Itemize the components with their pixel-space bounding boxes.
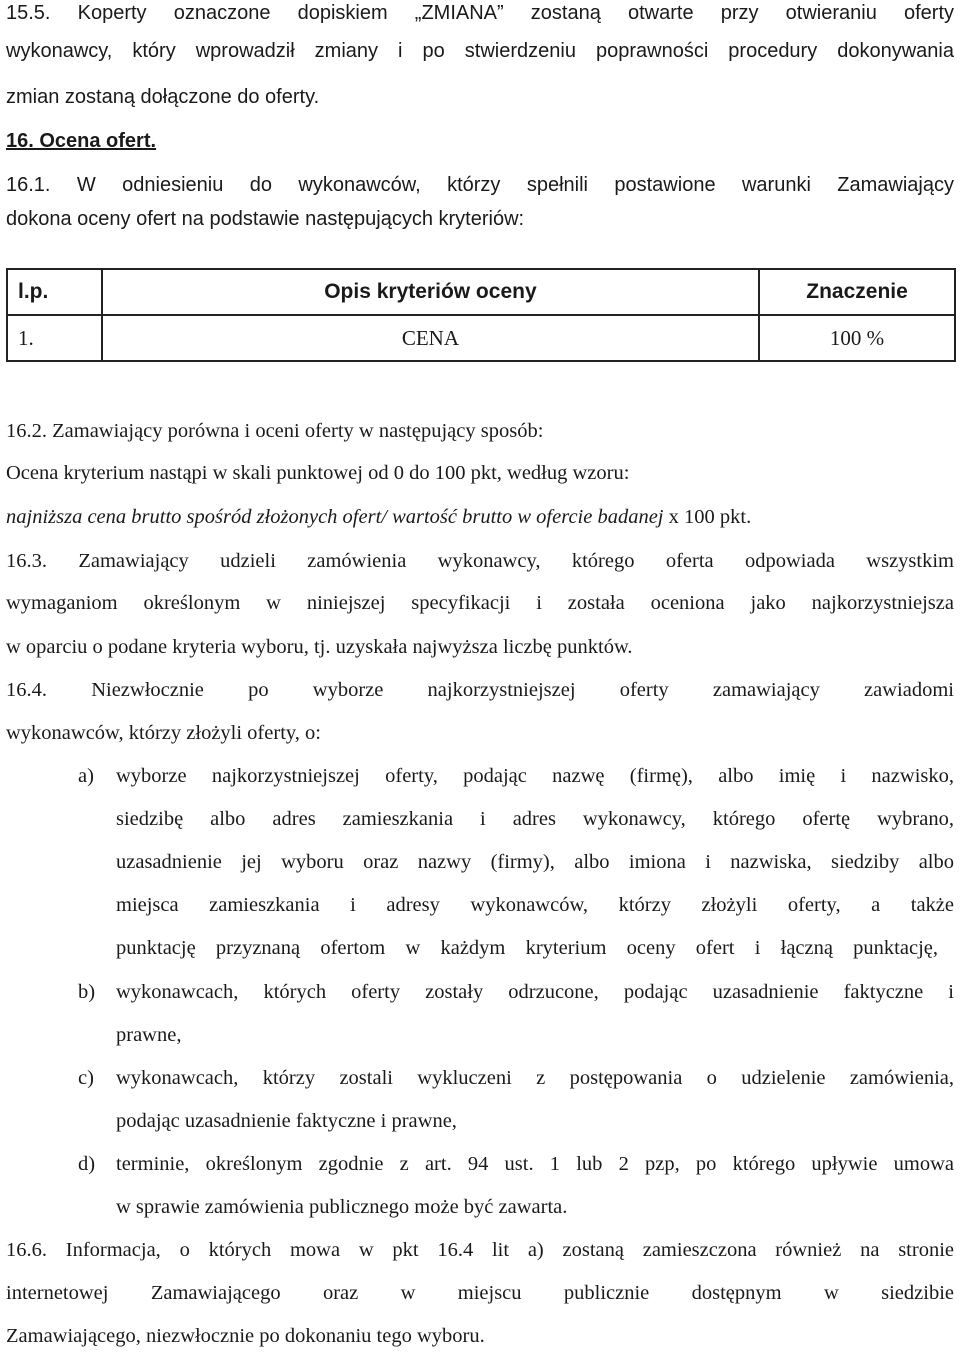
item-d-line-1: terminie, określonym zgodnie z art. 94 ust. 1 lub 2 pzp, po którego upływie umowa [116, 1153, 954, 1175]
item-a-line-1: wyborze najkorzystniejszej oferty, podając nazwę (firmę), albo imię i nazwisko, [116, 765, 954, 787]
item-d-label: d) [78, 1153, 96, 1175]
item-a-line-5: punktację przyznaną ofertom w każdym kryterium oceny ofert i łączną punktację, [116, 937, 938, 959]
item-b-line-1: wykonawcach, których oferty zostały odrzucone, podając uzasadnienie faktyczne i [116, 981, 954, 1003]
para-16-4-line-2: wykonawców, którzy złożyli oferty, o: [6, 722, 321, 744]
para-15-5-line-1: 15.5. Koperty oznaczone dopiskiem „ZMIANA” zostaną otwarte przy otwieraniu oferty [6, 2, 954, 24]
header-lp: l.p. [7, 269, 102, 315]
header-weight: Znaczenie [759, 269, 955, 315]
section-16-heading-text: 16. Ocena ofert. [6, 130, 157, 152]
formula-italic: najniższa cena brutto spośród złożonych ofert/ wartość brutto w ofercie badanej [6, 506, 664, 528]
item-b-label: b) [78, 981, 96, 1003]
para-16-3-line-3: w oparciu o podane kryteria wyboru, tj. uzyskała najwyższa liczbę punktów. [6, 636, 633, 658]
para-16-6-line-3: Zamawiającego, niezwłocznie po dokonaniu tego wyboru. [6, 1325, 485, 1347]
item-c-line-1: wykonawcach, którzy zostali wykluczeni z postępowania o udzielenie zamówienia, [116, 1067, 954, 1089]
formula-line [6, 504, 751, 530]
cell-lp: 1. [7, 315, 102, 361]
item-a-label: a) [78, 765, 94, 787]
para-16-4-line-1: 16.4. Niezwłocznie po wyborze najkorzystniejszej oferty zamawiający zawiadomi [6, 679, 954, 701]
para-16-6-line-2: internetowej Zamawiającego oraz w miejscu publicznie dostępnym w siedzibie [6, 1282, 954, 1304]
item-b-line-2: prawne, [116, 1024, 182, 1046]
para-16-2-line-1: 16.2. Zamawiający porówna i oceni oferty w następujący sposób: [6, 420, 544, 442]
item-d-line-2: w sprawie zamówienia publicznego może być zawarta. [116, 1196, 568, 1218]
para-15-5-line-3: zmian zostaną dołączone do oferty. [6, 86, 320, 108]
para-16-1-line-1: 16.1. W odniesieniu do wykonawców, którzy spełnili postawione warunki Zamawiający [6, 174, 954, 196]
item-a-line-2: siedzibę albo adres zamieszkania i adres wykonawcy, którego ofertę wybrano, [116, 808, 954, 830]
para-16-3-line-2: wymaganiom określonym w niniejszej specyfikacji i została oceniona jako najkorzystniejsza [6, 592, 954, 614]
para-16-3-line-1: 16.3. Zamawiający udzieli zamówienia wykonawcy, którego oferta odpowiada wszystkim [6, 550, 954, 572]
header-description: Opis kryteriów oceny [102, 269, 759, 315]
criteria-table-header-row [7, 269, 955, 315]
para-15-5-line-2: wykonawcy, który wprowadził zmiany i po stwierdzeniu poprawności procedury dokonywania [6, 40, 954, 62]
item-c-label: c) [78, 1067, 94, 1089]
item-a-line-3: uzasadnienie jej wyboru oraz nazwy (firmy), albo imiona i nazwiska, siedziby albo [116, 851, 954, 873]
cell-description: CENA [102, 315, 759, 361]
cell-weight: 100 % [759, 315, 955, 361]
item-c-line-2: podając uzasadnienie faktyczne i prawne, [116, 1110, 457, 1132]
para-16-2-line-2: Ocena kryterium nastąpi w skali punktowej od 0 do 100 pkt, według wzoru: [6, 462, 630, 484]
item-a-line-4: miejsca zamieszkania i adresy wykonawców, którzy złożyli oferty, a także [116, 894, 954, 916]
formula-rest: x 100 pkt. [663, 506, 752, 528]
section-16-heading [6, 128, 156, 154]
para-16-1-line-2: dokona oceny ofert na podstawie następujących kryteriów: [6, 208, 525, 230]
para-16-6-line-1: 16.6. Informacja, o których mowa w pkt 16.4 lit a) zostaną zamieszczona również na stronie [6, 1239, 954, 1261]
table-row [7, 315, 955, 361]
criteria-table [6, 268, 956, 362]
